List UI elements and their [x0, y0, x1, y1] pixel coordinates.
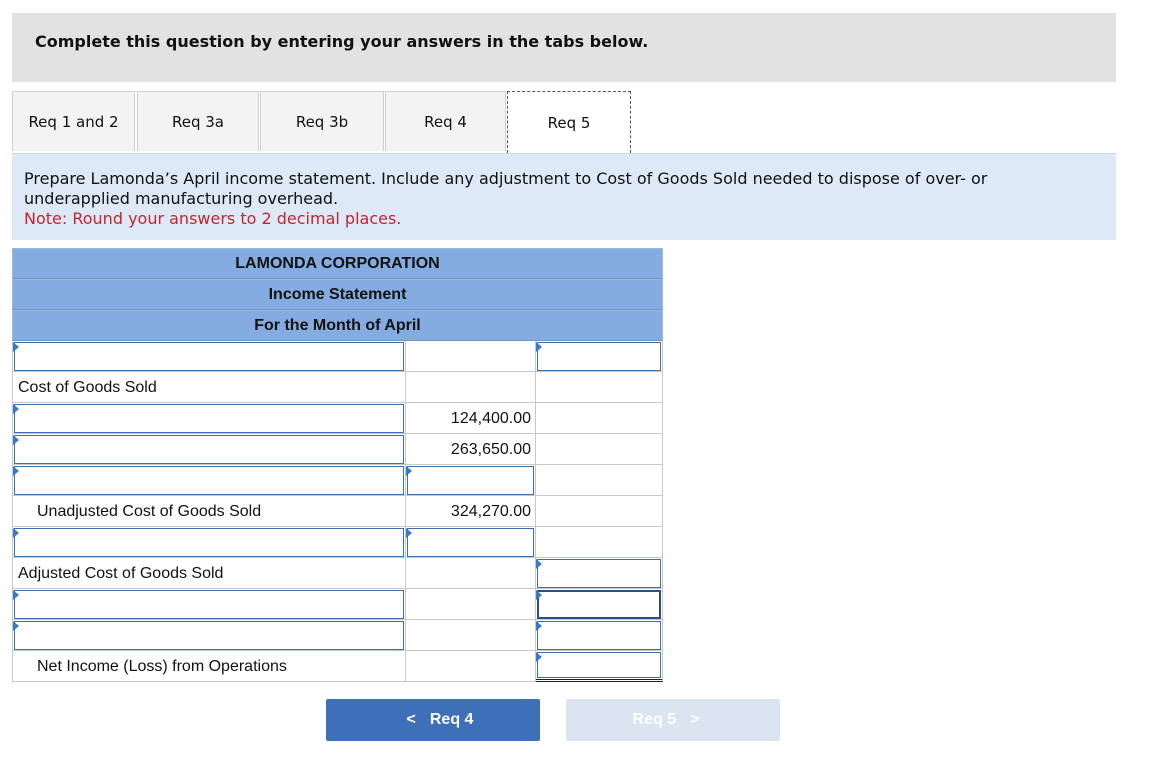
amount-input-cell	[536, 651, 663, 682]
amount-value: 263,650.00	[406, 434, 536, 465]
blank-cell	[406, 589, 536, 620]
label-input[interactable]	[14, 466, 404, 495]
dropdown-marker-icon	[13, 621, 19, 631]
statement-period: For the Month of April	[12, 310, 663, 341]
amount-input-cell	[536, 589, 663, 620]
blank-cell	[536, 403, 663, 434]
table-row	[12, 465, 663, 496]
tab-req-3b[interactable]: Req 3b	[260, 91, 384, 151]
blank-cell	[536, 434, 663, 465]
label-input[interactable]	[14, 342, 404, 371]
label-input-cell	[12, 403, 406, 434]
blank-cell	[536, 372, 663, 403]
amount-value: 124,400.00	[406, 403, 536, 434]
next-req-button[interactable]	[566, 699, 780, 741]
label-input[interactable]	[14, 404, 404, 433]
chevron-left-icon: <	[406, 711, 416, 728]
dropdown-marker-icon	[406, 528, 412, 538]
table-row	[12, 372, 663, 403]
label-input-cell	[12, 434, 406, 465]
statement-title: Income Statement	[12, 279, 663, 310]
table-row	[12, 496, 663, 527]
amount-input-cell	[536, 620, 663, 651]
amount-input[interactable]	[537, 559, 661, 588]
question-instructions	[12, 153, 1116, 240]
label-input-cell	[12, 527, 406, 558]
table-row	[12, 558, 663, 589]
dropdown-marker-icon	[536, 652, 542, 662]
label-input[interactable]	[14, 590, 404, 619]
tab-req-1-and-2[interactable]: Req 1 and 2	[12, 91, 135, 151]
table-row	[12, 341, 663, 372]
instruction-text: Complete this question by entering your answers in the tabs below.	[35, 32, 649, 51]
dropdown-marker-icon	[536, 590, 542, 600]
blank-cell	[406, 372, 536, 403]
dropdown-marker-icon	[13, 342, 19, 352]
dropdown-marker-icon	[13, 528, 19, 538]
tab-req-4[interactable]: Req 4	[385, 91, 506, 151]
amount-input-cell	[536, 558, 663, 589]
amount-input-cell	[406, 465, 536, 496]
dropdown-marker-icon	[536, 559, 542, 569]
blank-cell	[406, 620, 536, 651]
table-row	[12, 589, 663, 620]
dropdown-marker-icon	[13, 466, 19, 476]
label-input[interactable]	[14, 621, 404, 650]
instruction-line-1: Prepare Lamonda’s April income statement. Include any adjustment to Cost of Goods Sold needed to dispose of over- or	[24, 169, 988, 188]
tab-req-3a[interactable]: Req 3a	[137, 91, 259, 151]
cogs-label: Cost of Goods Sold	[12, 372, 406, 403]
unadjusted-cogs-value: 324,270.00	[406, 496, 536, 527]
label-input[interactable]	[14, 435, 404, 464]
rounding-note: Note: Round your answers to 2 decimal places.	[24, 209, 402, 228]
label-input-cell	[12, 341, 406, 372]
blank-cell	[406, 651, 536, 682]
company-name: LAMONDA CORPORATION	[12, 248, 663, 279]
statement-header	[12, 248, 663, 341]
dropdown-marker-icon	[13, 590, 19, 600]
amount-input[interactable]	[537, 342, 661, 371]
table-row	[12, 620, 663, 651]
table-row	[12, 403, 663, 434]
chevron-right-icon: >	[690, 711, 700, 728]
instruction-banner	[12, 13, 1116, 82]
amount-input[interactable]	[407, 466, 534, 495]
dropdown-marker-icon	[13, 435, 19, 445]
blank-cell	[536, 527, 663, 558]
dropdown-marker-icon	[13, 404, 19, 414]
unadjusted-cogs-label: Unadjusted Cost of Goods Sold	[12, 496, 406, 527]
blank-cell	[536, 496, 663, 527]
prev-req-label: Req 4	[429, 711, 474, 728]
blank-cell	[406, 558, 536, 589]
adjusted-cogs-label: Adjusted Cost of Goods Sold	[12, 558, 406, 589]
blank-cell	[406, 341, 536, 372]
amount-input[interactable]	[407, 528, 534, 557]
label-input-cell	[12, 589, 406, 620]
dropdown-marker-icon	[536, 621, 542, 631]
amount-input[interactable]	[537, 590, 661, 619]
amount-input-cell	[406, 527, 536, 558]
dropdown-marker-icon	[406, 466, 412, 476]
label-input-cell	[12, 620, 406, 651]
label-input[interactable]	[14, 528, 404, 557]
prev-req-button[interactable]	[326, 699, 540, 741]
table-row	[12, 527, 663, 558]
amount-input-cell	[536, 341, 663, 372]
label-input-cell	[12, 465, 406, 496]
tab-req-5[interactable]: Req 5	[507, 91, 631, 153]
table-row	[12, 434, 663, 465]
dropdown-marker-icon	[536, 342, 542, 352]
table-row	[12, 651, 663, 682]
blank-cell	[536, 465, 663, 496]
amount-input[interactable]	[537, 652, 661, 678]
amount-input[interactable]	[537, 621, 661, 650]
next-req-label: Req 5	[632, 711, 677, 728]
instruction-line-2: underapplied manufacturing overhead.	[24, 189, 339, 208]
net-income-label: Net Income (Loss) from Operations	[12, 651, 406, 682]
